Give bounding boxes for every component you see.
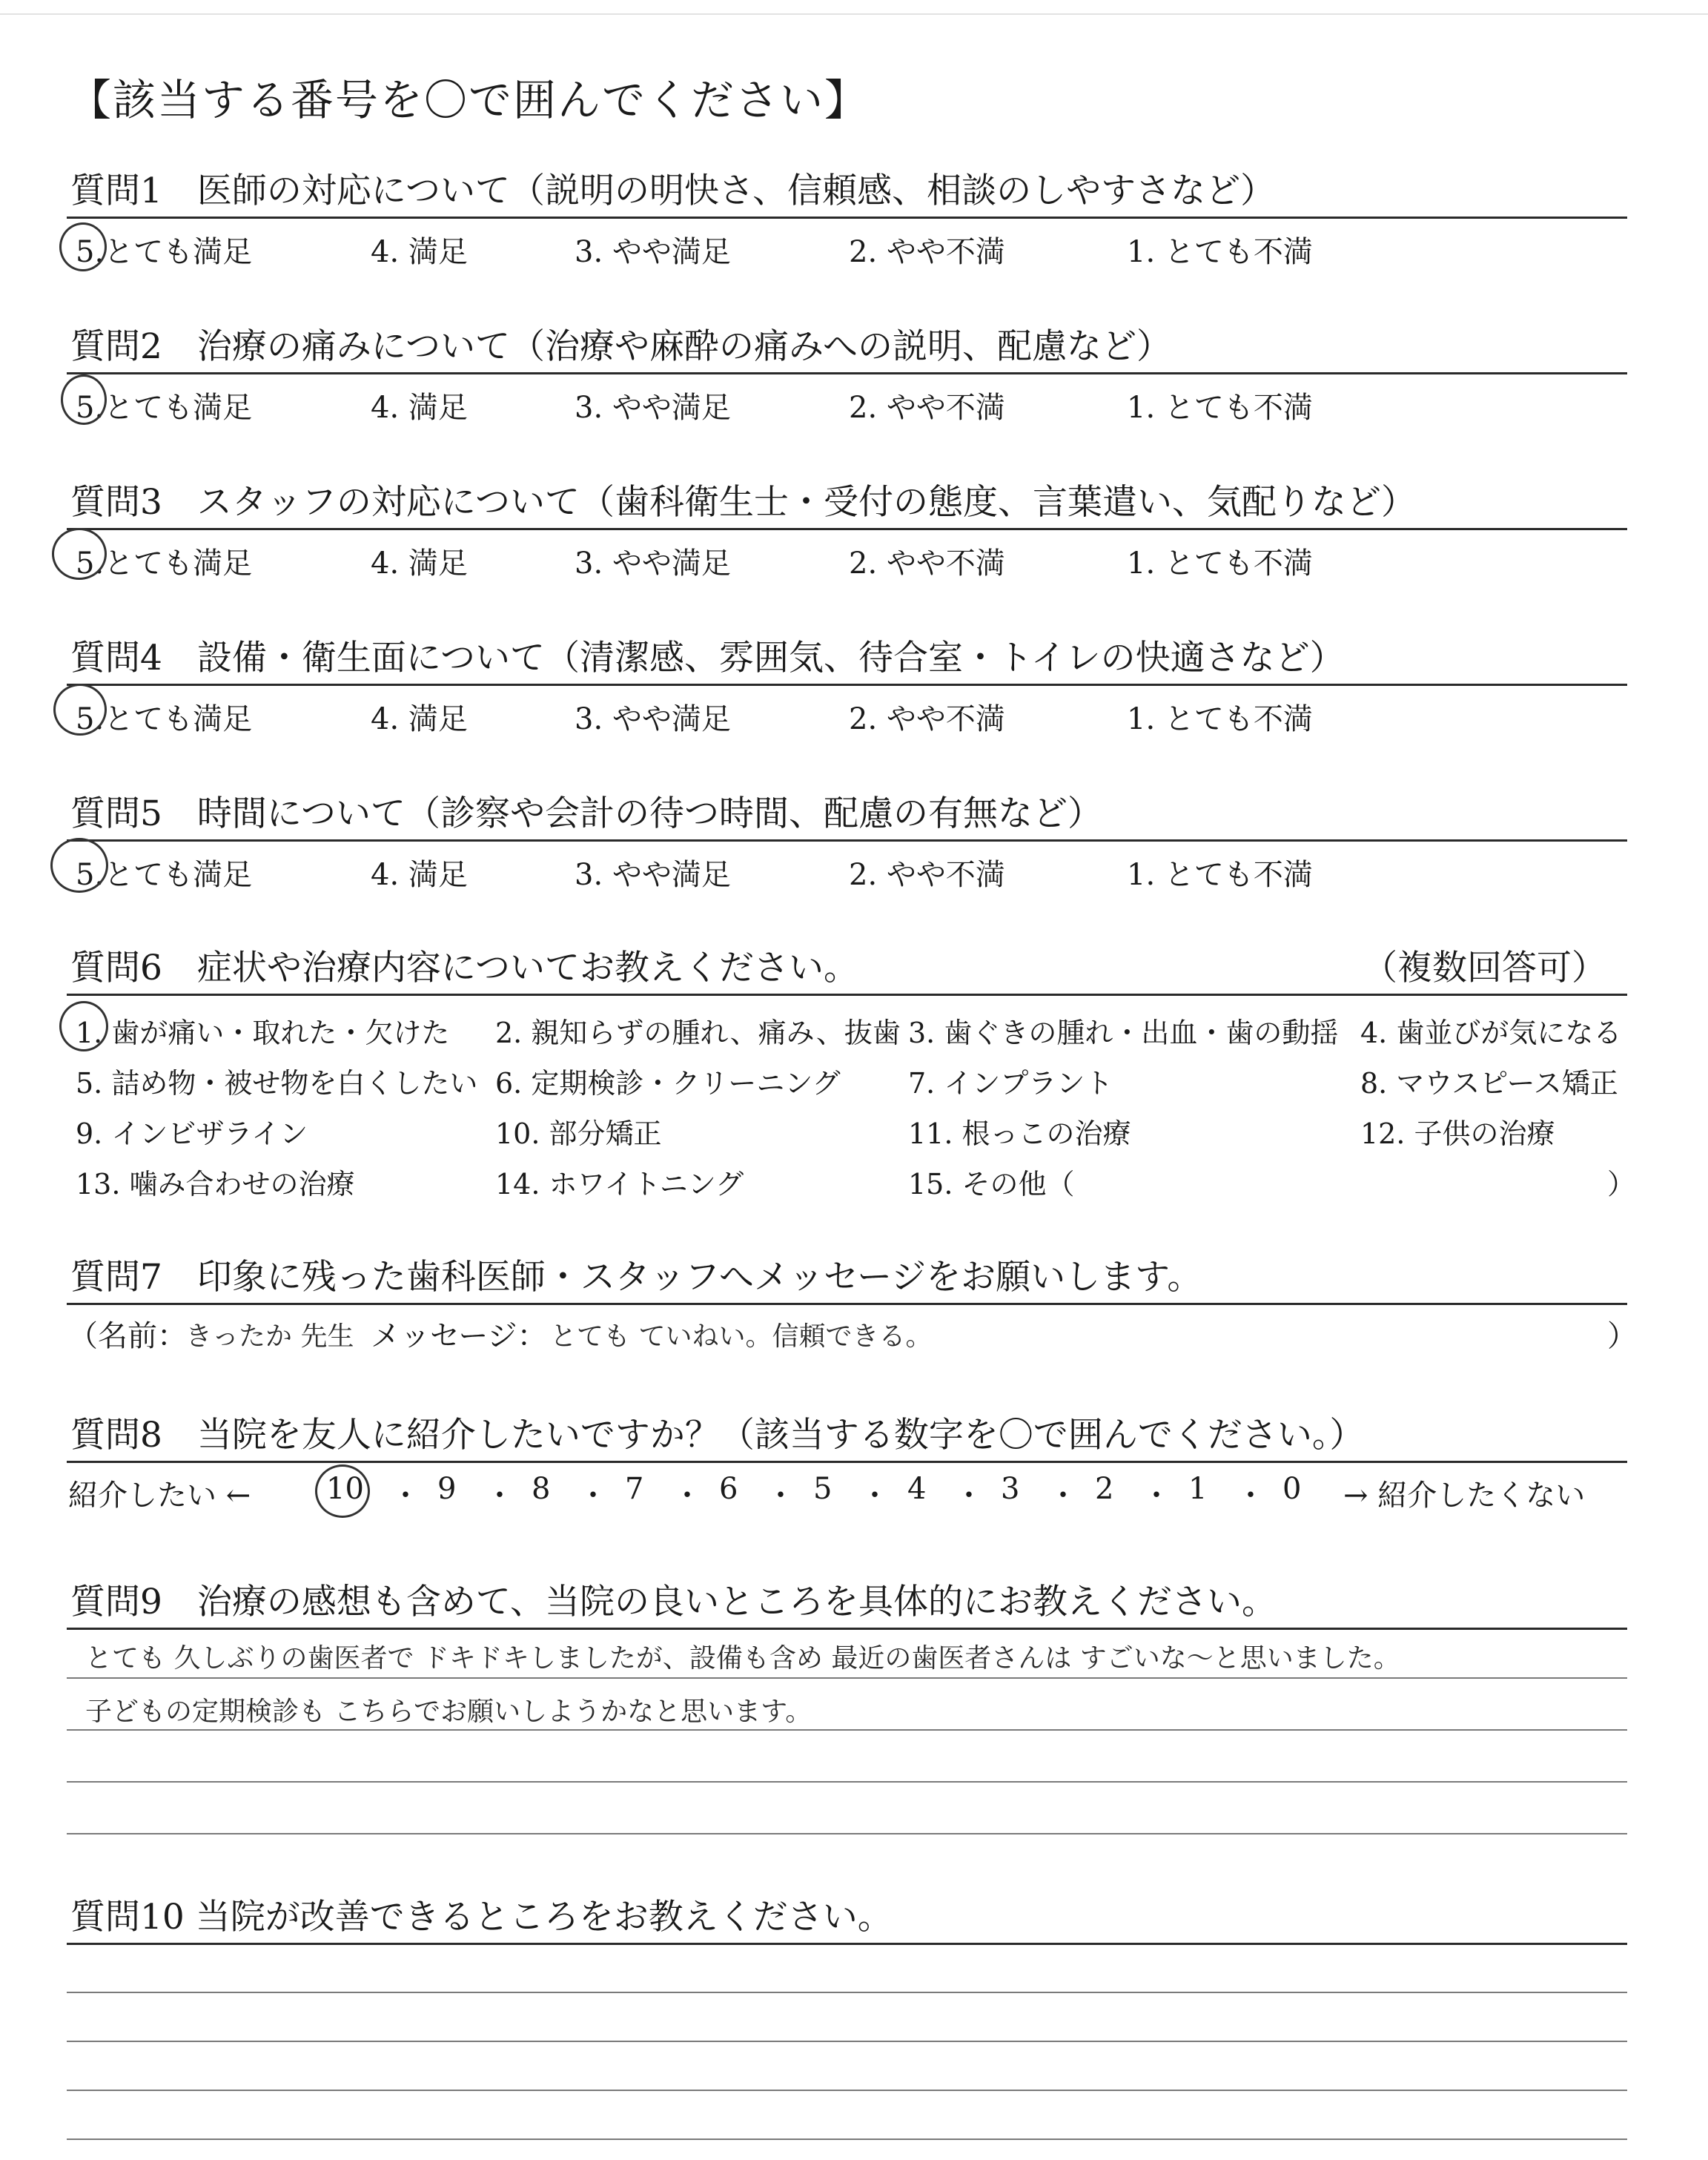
q2-option-3[interactable]: 3. やや満足 <box>575 391 731 425</box>
q8-left-label: 紹介したい ← <box>68 1479 251 1513</box>
question-5-rule <box>67 839 1627 842</box>
page-title: 【該当する番号を〇で囲んでください】 <box>68 75 870 125</box>
q3-option-3[interactable]: 3. やや満足 <box>575 546 731 581</box>
q6-selection-circle <box>59 1001 108 1051</box>
q4-selection-circle <box>53 684 107 736</box>
question-10-rule <box>67 1943 1627 1945</box>
q5-option-3[interactable]: 3. やや満足 <box>575 858 731 892</box>
q4-option-2[interactable]: 2. やや不満 <box>849 702 1005 736</box>
q7-message-value[interactable]: とても ていねい。信頼できる。 <box>550 1321 933 1352</box>
q3-option-1[interactable]: 1. とても不満 <box>1127 546 1313 581</box>
q2-option-5[interactable]: 5.とても満足 <box>76 391 253 425</box>
q8-scale-dot: ・ <box>954 1479 984 1513</box>
q4-option-3[interactable]: 3. やや満足 <box>575 702 731 736</box>
q6-option-8[interactable]: 8. マウスピース矯正 <box>1360 1067 1618 1100</box>
q8-scale-dot: ・ <box>1048 1479 1078 1513</box>
q4-option-5[interactable]: 5.とても満足 <box>76 702 253 736</box>
question-8-rule <box>67 1461 1627 1463</box>
q3-option-4[interactable]: 4. 満足 <box>371 546 468 581</box>
q8-scale-6[interactable]: 6 <box>719 1472 738 1506</box>
q1-selection-circle <box>59 222 107 271</box>
q9-answer-line-1[interactable]: とても 久しぶりの歯医者で ドキドキしましたが、設備も含め 最近の歯医者さんは すごいな〜と思いました。 <box>85 1643 1400 1674</box>
q2-option-1[interactable]: 1. とても不満 <box>1127 391 1313 425</box>
q6-option-7[interactable]: 7. インプラント <box>908 1067 1113 1100</box>
top-border <box>0 13 1708 15</box>
q6-option-13[interactable]: 13. 噛み合わせの治療 <box>76 1168 355 1200</box>
q8-scale-dot: ・ <box>485 1479 514 1513</box>
q8-scale-dot: ・ <box>672 1479 702 1513</box>
q1-option-3[interactable]: 3. やや満足 <box>575 235 731 269</box>
q9-writing-line <box>67 1781 1627 1783</box>
q6-option-6[interactable]: 6. 定期検診・クリーニング <box>495 1067 841 1100</box>
question-6-note: （複数回答可） <box>1363 948 1606 988</box>
q9-writing-line <box>67 1729 1627 1731</box>
q8-scale-0[interactable]: 0 <box>1282 1472 1302 1506</box>
q2-option-2[interactable]: 2. やや不満 <box>849 391 1005 425</box>
question-4-label: 質問4 設備・衛生面について（清潔感、雰囲気、待合室・トイレの快適さなど） <box>70 638 1345 678</box>
q8-scale-7[interactable]: 7 <box>625 1472 644 1506</box>
question-1-label: 質問1 医師の対応について（説明の明快さ、信頼感、相談のしやすさなど） <box>70 171 1276 211</box>
q8-scale-9[interactable]: 9 <box>437 1472 457 1506</box>
q4-option-1[interactable]: 1. とても不満 <box>1127 702 1313 736</box>
q6-option-9[interactable]: 9. インビザライン <box>76 1117 308 1150</box>
question-5-label: 質問5 時間について（診察や会計の待つ時間、配慮の有無など） <box>70 793 1102 834</box>
q5-option-4[interactable]: 4. 満足 <box>371 858 468 892</box>
q10-writing-line <box>67 2041 1627 2042</box>
q8-scale-3[interactable]: 3 <box>1001 1472 1020 1506</box>
q8-scale-dot: ・ <box>1236 1479 1265 1513</box>
q6-option-5[interactable]: 5. 詰め物・被せ物を白くしたい <box>76 1067 478 1100</box>
question-9-rule <box>67 1628 1627 1630</box>
question-8-label: 質問8 当院を友人に紹介したいですか？（該当する数字を〇で囲んでください。） <box>70 1415 1365 1456</box>
q9-answer-line-2[interactable]: 子どもの定期検診も こちらでお願いしようかなと思います。 <box>85 1697 812 1727</box>
q8-right-label: → 紹介したくない <box>1343 1479 1586 1513</box>
q1-option-4[interactable]: 4. 満足 <box>371 235 468 269</box>
q3-option-5[interactable]: 5.とても満足 <box>76 546 253 581</box>
q7-message-prefix: メッセージ： <box>371 1319 547 1353</box>
q8-scale-dot: ・ <box>766 1479 795 1513</box>
q3-option-2[interactable]: 2. やや不満 <box>849 546 1005 581</box>
q10-writing-line <box>67 1992 1627 1993</box>
question-2-rule <box>67 372 1627 374</box>
q2-option-4[interactable]: 4. 満足 <box>371 391 468 425</box>
q8-scale-dot: ・ <box>1142 1479 1171 1513</box>
q8-scale-8[interactable]: 8 <box>532 1472 551 1506</box>
q8-scale-dot: ・ <box>391 1479 420 1513</box>
q5-option-2[interactable]: 2. やや不満 <box>849 858 1005 892</box>
q6-option-10[interactable]: 10. 部分矯正 <box>495 1117 662 1150</box>
q7-name-prefix: （名前： <box>68 1319 187 1353</box>
q6-option-11[interactable]: 11. 根っこの治療 <box>908 1117 1131 1150</box>
q8-scale-1[interactable]: 1 <box>1188 1472 1208 1506</box>
q6-option-14[interactable]: 14. ホワイトニング <box>495 1168 744 1200</box>
q1-option-5[interactable]: 5.とても満足 <box>76 235 253 269</box>
q8-selection-circle <box>315 1464 370 1518</box>
q6-option-2[interactable]: 2. 親知らずの腫れ、痛み、抜歯 <box>495 1017 901 1049</box>
q1-option-1[interactable]: 1. とても不満 <box>1127 235 1313 269</box>
q8-scale-dot: ・ <box>860 1479 890 1513</box>
q6-option-3[interactable]: 3. 歯ぐきの腫れ・出血・歯の動揺 <box>908 1017 1339 1049</box>
question-6-label: 質問6 症状や治療内容についてお教えください。 <box>70 948 858 988</box>
q8-scale-4[interactable]: 4 <box>907 1472 927 1506</box>
question-10-label: 質問10 当院が改善できるところをお教えください。 <box>70 1897 893 1938</box>
q7-close-paren: ） <box>1607 1319 1637 1353</box>
q6-option-1[interactable]: 1. 歯が痛い・取れた・欠けた <box>76 1017 450 1049</box>
q8-scale-10[interactable]: 10 <box>326 1472 364 1506</box>
question-7-label: 質問7 印象に残った歯科医師・スタッフへメッセージをお願いします。 <box>70 1257 1202 1298</box>
question-2-label: 質問2 治療の痛みについて（治療や麻酔の痛みへの説明、配慮など） <box>70 326 1172 367</box>
q5-selection-circle <box>50 838 108 893</box>
q3-selection-circle <box>52 528 107 580</box>
question-3-rule <box>67 528 1627 530</box>
q6-option-12[interactable]: 12. 子供の治療 <box>1360 1117 1555 1150</box>
q1-option-2[interactable]: 2. やや不満 <box>849 235 1005 269</box>
q7-name-value[interactable]: きったか 先生 <box>185 1321 354 1352</box>
q5-option-1[interactable]: 1. とても不満 <box>1127 858 1313 892</box>
q5-option-5[interactable]: 5.とても満足 <box>76 858 253 892</box>
q9-writing-line <box>67 1677 1627 1679</box>
q10-writing-line <box>67 2138 1627 2140</box>
q10-writing-line <box>67 2090 1627 2091</box>
question-6-rule <box>67 994 1627 996</box>
q8-scale-dot: ・ <box>578 1479 608 1513</box>
q8-scale-5[interactable]: 5 <box>813 1472 833 1506</box>
q2-selection-circle <box>61 374 107 425</box>
q4-option-4[interactable]: 4. 満足 <box>371 702 468 736</box>
q6-option-4[interactable]: 4. 歯並びが気になる <box>1360 1017 1622 1049</box>
question-1-rule <box>67 217 1627 219</box>
q8-scale-2[interactable]: 2 <box>1095 1472 1114 1506</box>
q9-writing-line <box>67 1833 1627 1834</box>
question-9-label: 質問9 治療の感想も含めて、当院の良いところを具体的にお教えください。 <box>70 1582 1277 1622</box>
question-7-rule <box>67 1303 1627 1305</box>
question-3-label: 質問3 スタッフの対応について（歯科衛生士・受付の態度、言葉遣い、気配りなど） <box>70 482 1416 523</box>
q6-other-close: ） <box>1607 1168 1636 1200</box>
q6-option-15[interactable]: 15. その他（ <box>908 1168 1075 1200</box>
question-4-rule <box>67 684 1627 686</box>
